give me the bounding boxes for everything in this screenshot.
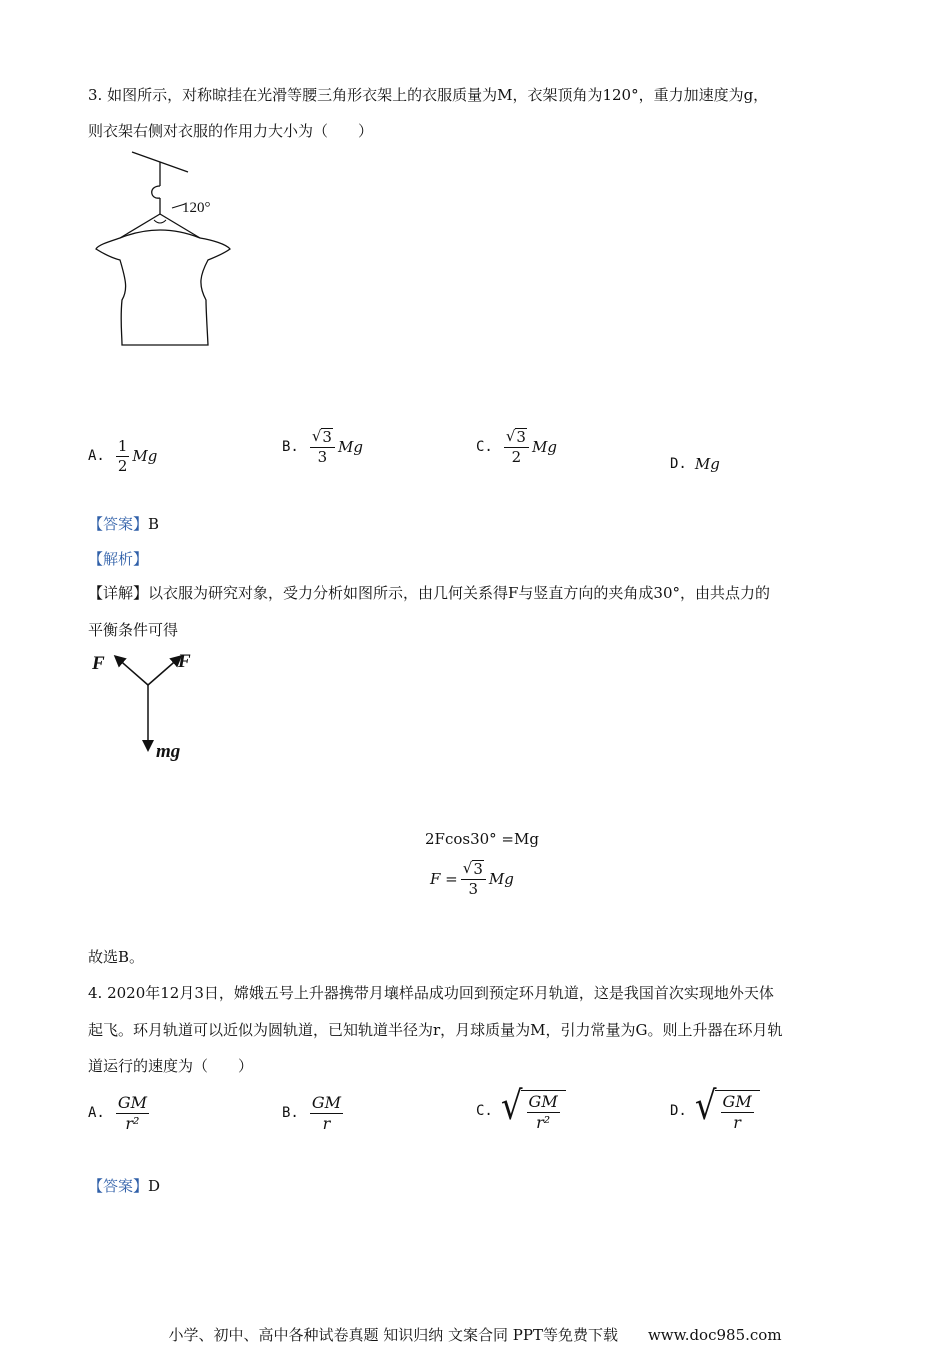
q4-answer: 【答案】D — [88, 1177, 161, 1195]
radical: √ $\frac{GM}{r}$ — [695, 1090, 760, 1131]
option-value: Mg — [531, 437, 557, 456]
fraction: $\frac{GM}{\text{r²}}$ — [117, 1093, 148, 1133]
fraction: $\frac{1}{2}$ — [117, 437, 128, 475]
hanger-figure — [90, 150, 240, 355]
option-label: A. — [88, 448, 105, 464]
force-diagram — [88, 645, 208, 770]
force-label-right: F — [178, 651, 191, 672]
option-label: D. — [670, 456, 687, 472]
option-label: A. — [88, 1105, 105, 1122]
option-label: B. — [282, 1105, 299, 1122]
q4-option-b[interactable] — [282, 1094, 346, 1132]
q4-stem-line3: 道运行的速度为（ ） — [88, 1057, 254, 1075]
fraction: $\frac{GM}{r}$ — [311, 1093, 342, 1133]
q3-detail-line2: 平衡条件可得 — [88, 621, 179, 639]
equation-2: F = √ 3 3 Mg — [430, 859, 514, 898]
option-value: Mg — [694, 455, 720, 473]
force-label-left: F — [92, 653, 105, 674]
hanger-angle-label: 120° — [182, 200, 211, 216]
q3-option-a[interactable] — [88, 438, 157, 474]
force-label-gravity: mg — [156, 741, 181, 762]
q3-stem-line1: 3. 如图所示，对称晾挂在光滑等腰三角形衣架上的衣服质量为M，衣架顶角为120°，重力加速度为g， — [88, 86, 769, 104]
radical: √ $\frac{GM}{\text{r²}}$ — [501, 1090, 566, 1131]
q3-detail-line1: 【详解】以衣服为研究对象，受力分析如图所示，由几何关系得F与竖直方向的夹角成30°，由共点力的 — [88, 584, 771, 602]
q4-option-a[interactable] — [88, 1094, 152, 1132]
option-label: D. — [670, 1102, 687, 1119]
q3-option-d[interactable] — [670, 455, 720, 473]
option-label: C. — [476, 438, 493, 455]
option-value: Mg — [337, 437, 363, 456]
q4-option-d[interactable] — [670, 1083, 760, 1132]
option-value: Mg — [132, 447, 158, 465]
q3-stem-line2: 则衣架右侧对衣服的作用力大小为（ ） — [88, 122, 374, 140]
q3-conclusion: 故选B。 — [88, 948, 145, 966]
q4-stem-line2: 起飞。环月轨道可以近似为圆轨道，已知轨道半径为r，月球质量为M，引力常量为G。则上升器在环月轨 — [88, 1021, 783, 1039]
q3-option-c[interactable] — [476, 428, 557, 465]
fraction: √ 3 3 — [310, 428, 335, 465]
q3-answer: 【答案】B — [88, 515, 160, 533]
page-footer: 小学、初中、高中各种试卷真题 知识归纳 文案合同 PPT等免费下载 www.doc985.com — [168, 1326, 782, 1344]
q4-option-c[interactable] — [476, 1083, 566, 1132]
equation-1: 2Fcos30° =Mg — [425, 830, 539, 848]
option-label: C. — [476, 1102, 493, 1119]
q3-option-b[interactable] — [282, 428, 363, 465]
option-label: B. — [282, 438, 299, 455]
fraction: √ 3 2 — [504, 428, 529, 465]
q3-analysis-tag: 【解析】 — [88, 550, 149, 568]
q4-stem-line1: 4. 2020年12月3日，嫦娥五号上升器携带月壤样品成功回到预定环月轨道，这是我国首次实现地外天体 — [88, 984, 774, 1002]
